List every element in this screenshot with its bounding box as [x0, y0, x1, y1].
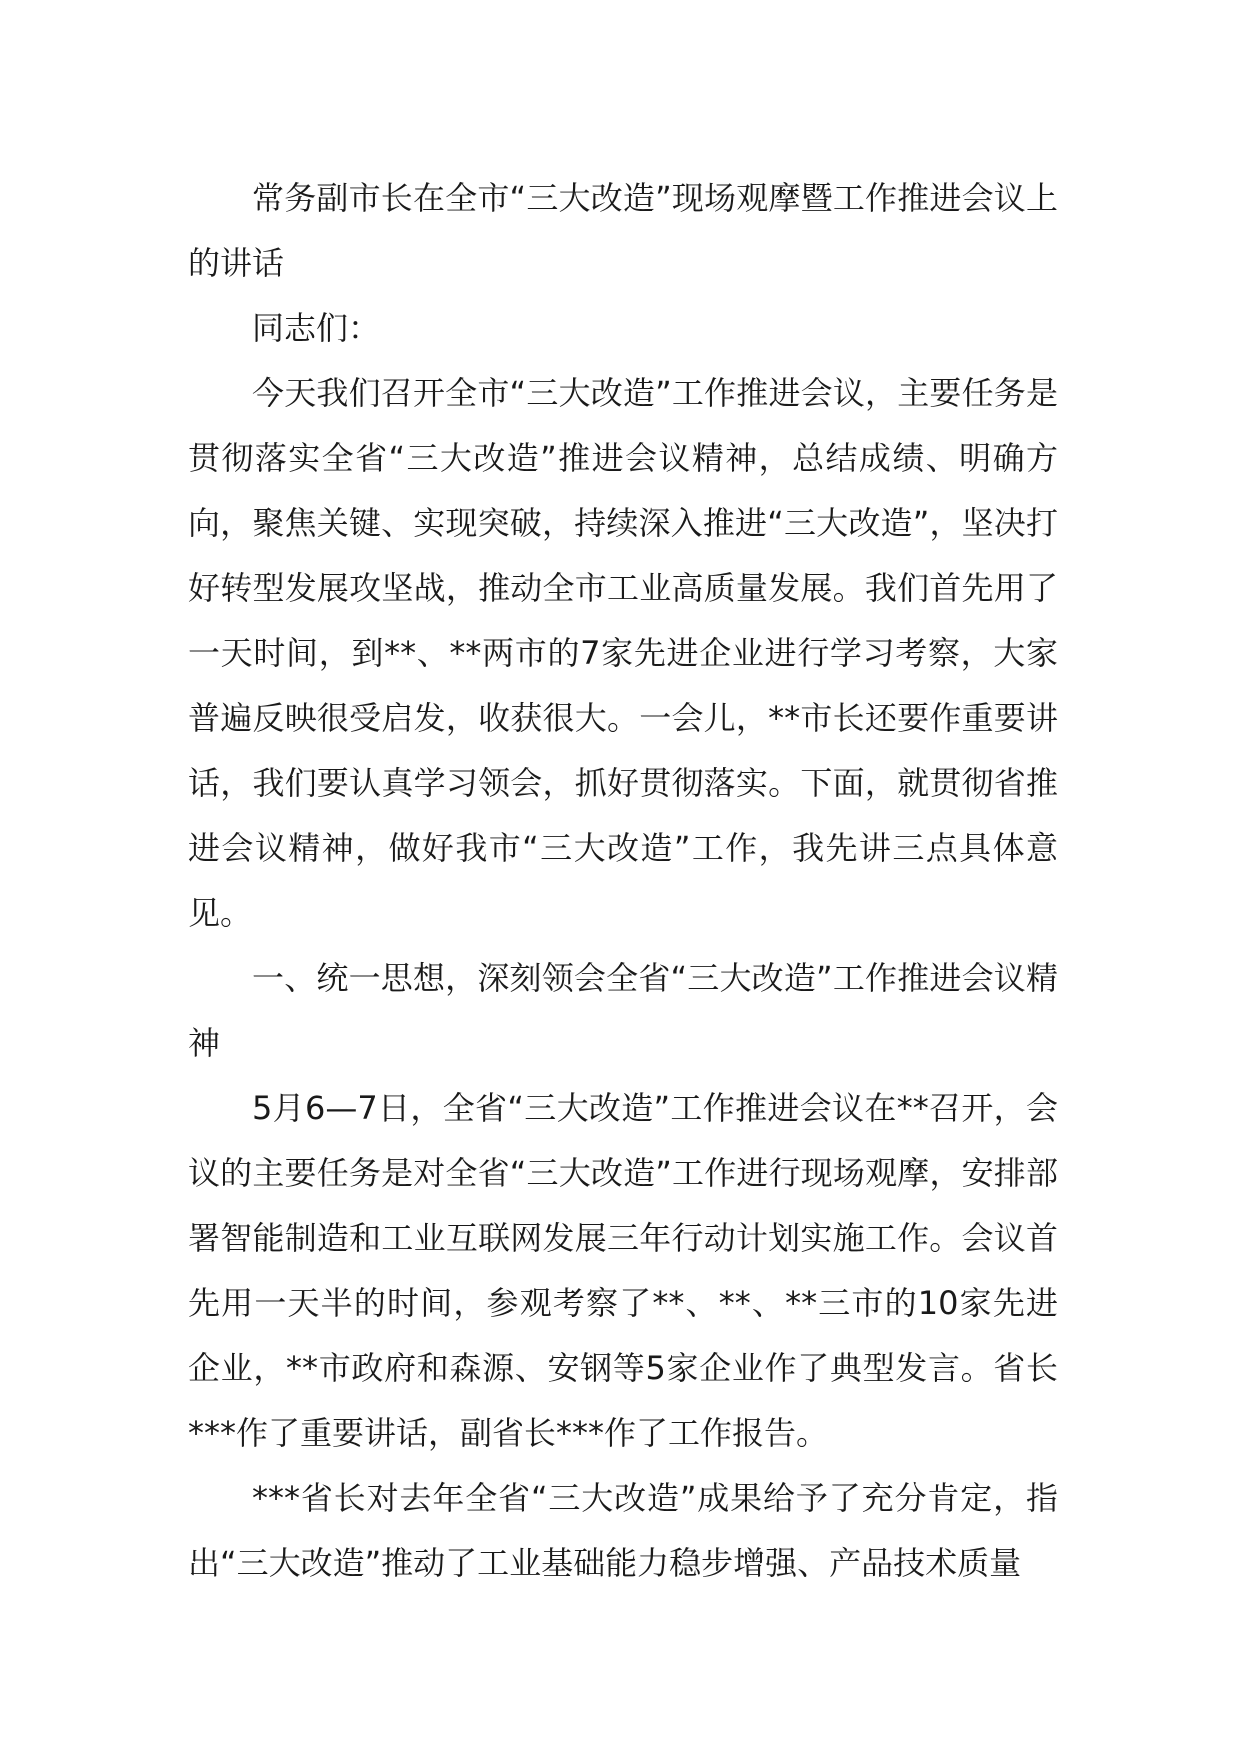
- paragraph-governor: ***省长对去年全省“三大改造”成果给予了充分肯定，指出“三大改造”推动了工业基础能力稳步增强、产品技术质量: [188, 1479, 1058, 1582]
- document-page: [188, 166, 1058, 1596]
- salutation: 同志们：: [252, 309, 381, 347]
- paragraph-intro: 今天我们召开全市“三大改造”工作推进会议，主要任务是贯彻落实全省“三大改造”推进会议精神，总结成绩、明确方向，聚焦关键、实现突破，持续深入推进“三大改造”，坚决打好转型发展攻坚战，推动全市工业高质量发展。我们首先用了一天时间，到**、**两市的7家先进企业进行学习考察，大家普遍反映很受启发，收获很大。一会儿，**市长还要作重要讲话，我们要认真学习领会，抓好贯彻落实。下面，就贯彻省推进会议精神，做好我市“三大改造”工作，我先讲三点具体意见。: [188, 374, 1058, 932]
- paragraph-meeting: 5月6—7日，全省“三大改造”工作推进会议在**召开，会议的主要任务是对全省“三大改造”工作进行现场观摩，安排部署智能制造和工业互联网发展三年行动计划实施工作。会议首先用一天半的时间，参观考察了**、**、**三市的10家先进企业，**市政府和森源、安钢等5家企业作了典型发言。省长***作了重要讲话，副省长***作了工作报告。: [188, 1089, 1058, 1452]
- section-heading-1: 一、统一思想，深刻领会全省“三大改造”工作推进会议精神: [188, 959, 1058, 1062]
- document-title: 常务副市长在全市“三大改造”现场观摩暨工作推进会议上的讲话: [188, 179, 1058, 282]
